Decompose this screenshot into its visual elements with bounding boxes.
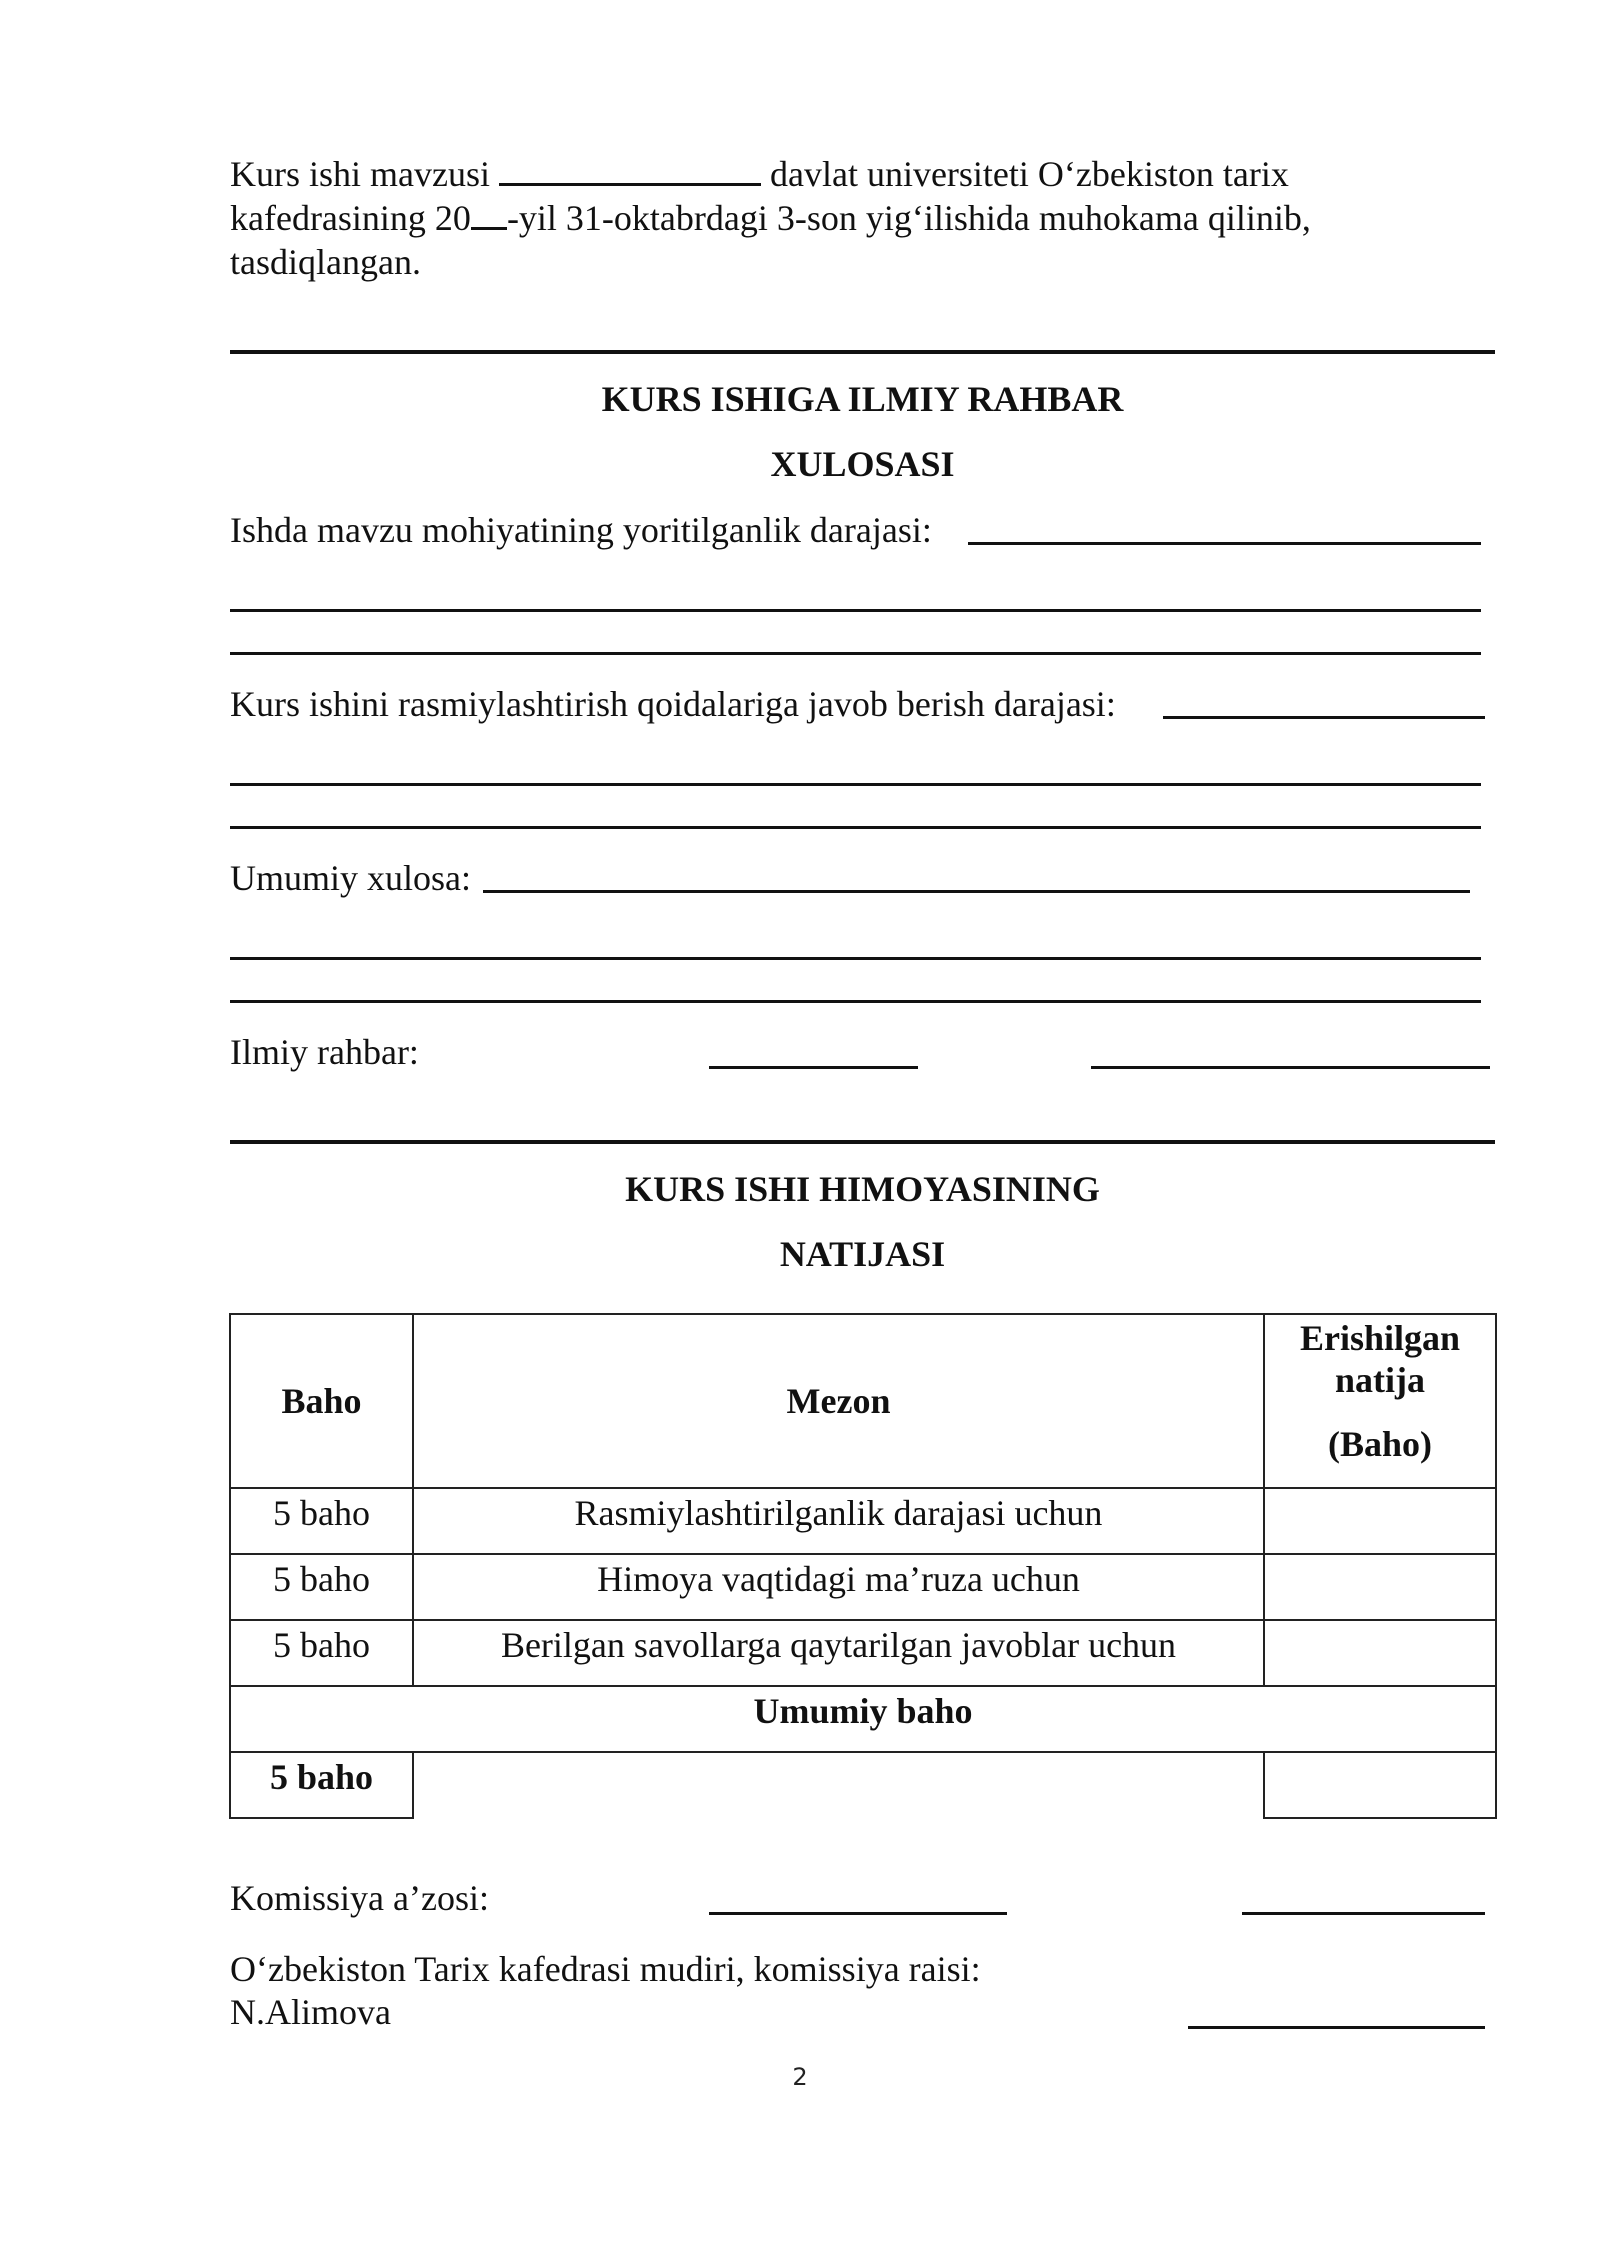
coverage-level-line-2[interactable] bbox=[230, 609, 1481, 612]
university-name-blank[interactable] bbox=[499, 153, 761, 186]
header-result-line2: (Baho) bbox=[1327, 1424, 1432, 1464]
supervisor-signature-blank[interactable] bbox=[709, 1066, 918, 1069]
total-result-cell[interactable] bbox=[1264, 1752, 1496, 1818]
row-result-cell[interactable] bbox=[1264, 1488, 1496, 1554]
formatting-level-line-3[interactable] bbox=[230, 826, 1481, 829]
coverage-level-blank[interactable] bbox=[968, 542, 1481, 545]
formatting-level-label: Kurs ishini rasmiylashtirish qoidalariga javob berish darajasi: bbox=[230, 684, 1116, 724]
commission-signature-blank[interactable] bbox=[709, 1912, 1007, 1915]
chair-signature-blank[interactable] bbox=[1188, 2026, 1485, 2029]
defense-title-line1: KURS ISHI HIMOYASINING bbox=[625, 1169, 1100, 1209]
general-conclusion-label: Umumiy xulosa: bbox=[230, 858, 471, 898]
chair-label: O‘zbekiston Tarix kafedrasi mudiri, komissiya raisi: bbox=[230, 1949, 981, 1989]
section-divider bbox=[230, 350, 1495, 354]
header-result bbox=[1264, 1314, 1496, 1488]
table-row bbox=[230, 1488, 1496, 1554]
table-row bbox=[230, 1554, 1496, 1620]
chair-name: N.Alimova bbox=[230, 1992, 391, 2032]
formatting-level-line-2[interactable] bbox=[230, 783, 1481, 786]
row-grade: 5 baho bbox=[230, 1620, 413, 1686]
section-divider-2 bbox=[230, 1140, 1495, 1144]
total-grade: 5 baho bbox=[230, 1752, 413, 1818]
defense-title-line2: NATIJASI bbox=[779, 1234, 946, 1274]
row-criterion: Rasmiylashtirilganlik darajasi uchun bbox=[413, 1488, 1264, 1554]
supervisor-title-line1: KURS ISHIGA ILMIY RAHBAR bbox=[601, 379, 1124, 419]
intro-text-part1: Kurs ishi mavzusi bbox=[230, 154, 499, 194]
table-row bbox=[230, 1620, 1496, 1686]
general-conclusion-line-2[interactable] bbox=[230, 957, 1481, 960]
supervisor-signature-label: Ilmiy rahbar: bbox=[230, 1032, 419, 1072]
intro-paragraph bbox=[230, 152, 1370, 284]
table-header-row bbox=[230, 1314, 1496, 1488]
coverage-level-label: Ishda mavzu mohiyatining yoritilganlik darajasi: bbox=[230, 510, 932, 550]
intro-text-part2: davlat universiteti O‘zbekiston tarix kafedrasining 20 bbox=[230, 154, 1289, 238]
row-result-cell[interactable] bbox=[1264, 1554, 1496, 1620]
commission-name-blank[interactable] bbox=[1242, 1912, 1485, 1915]
general-conclusion-line-3[interactable] bbox=[230, 1000, 1481, 1003]
row-criterion: Himoya vaqtidagi ma’ruza uchun bbox=[413, 1554, 1264, 1620]
total-grade-row bbox=[230, 1752, 1496, 1818]
row-grade: 5 baho bbox=[230, 1488, 413, 1554]
supervisor-name-blank[interactable] bbox=[1091, 1066, 1490, 1069]
row-grade: 5 baho bbox=[230, 1554, 413, 1620]
defense-results-table bbox=[229, 1313, 1497, 1819]
page-number: 2 bbox=[792, 2063, 808, 2091]
coverage-level-line-3[interactable] bbox=[230, 652, 1481, 655]
general-conclusion-blank[interactable] bbox=[483, 890, 1470, 893]
total-empty-middle bbox=[413, 1752, 1264, 1818]
header-criterion: Mezon bbox=[413, 1314, 1264, 1488]
year-blank[interactable] bbox=[471, 197, 507, 230]
header-grade: Baho bbox=[230, 1314, 413, 1488]
row-result-cell[interactable] bbox=[1264, 1620, 1496, 1686]
total-label: Umumiy baho bbox=[230, 1686, 1496, 1752]
supervisor-title-line2: XULOSASI bbox=[770, 444, 955, 484]
formatting-level-blank[interactable] bbox=[1163, 716, 1485, 719]
row-criterion: Berilgan savollarga qaytarilgan javoblar uchun bbox=[413, 1620, 1264, 1686]
intro-text-part3: -yil 31-oktabrdagi 3-son yig‘ilishida muhokama qilinib, tasdiqlangan. bbox=[230, 198, 1311, 282]
total-label-row bbox=[230, 1686, 1496, 1752]
commission-member-label: Komissiya a’zosi: bbox=[230, 1878, 489, 1918]
header-result-line1: Erishilgan natija bbox=[1299, 1318, 1461, 1400]
